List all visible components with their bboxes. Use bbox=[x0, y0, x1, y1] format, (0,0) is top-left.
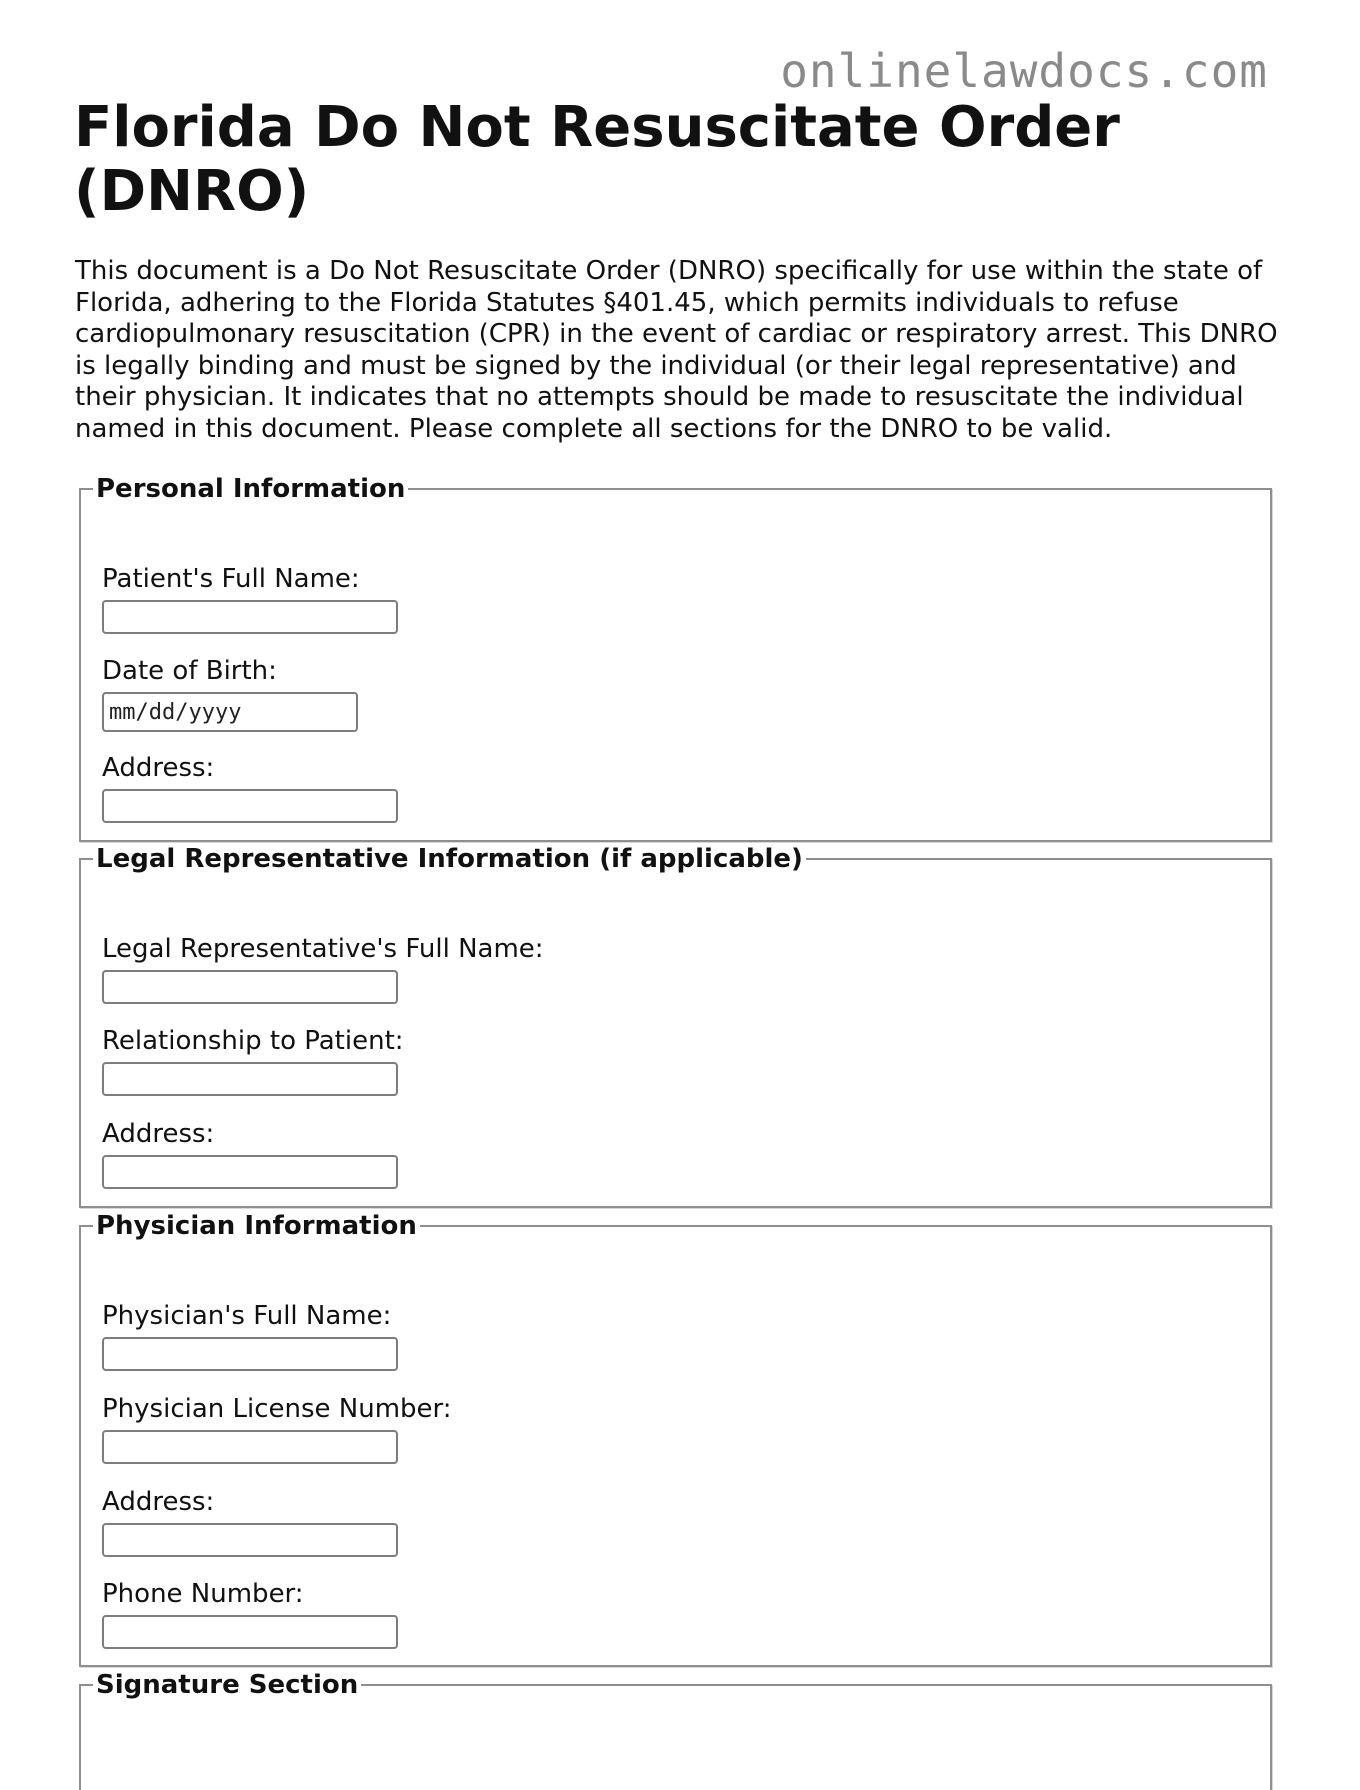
watermark: onlinelawdocs.com bbox=[780, 44, 1268, 98]
patient-address-field bbox=[102, 753, 398, 823]
patient-address-label: Address: bbox=[102, 753, 215, 783]
date-of-birth-label: Date of Birth: bbox=[102, 656, 277, 686]
patient-name-label: Patient's Full Name: bbox=[102, 564, 360, 594]
patient-name-field bbox=[102, 564, 398, 634]
date-of-birth-input[interactable]: mm/dd/yyyy bbox=[102, 692, 358, 732]
physician-license-input[interactable] bbox=[102, 1430, 398, 1464]
legal-rep-address-input[interactable] bbox=[102, 1155, 398, 1189]
intro-paragraph: This document is a Do Not Resuscitate Order (DNRO) specifically for use within the state of Florida, adhering to the Florida Statutes §401.45, which permits individuals to refuse cardiopulmonary resuscitation (CPR) in the event of cardiac or respiratory arrest. This DNRO is legally binding and must be signed by the individual (or their legal representative) and their physician. It indicates that no attempts should be made to resuscitate the individual named in this document. Please complete all sections for the DNRO to be valid. bbox=[75, 256, 1278, 444]
physician-address-field bbox=[102, 1487, 398, 1557]
physician-name-field bbox=[102, 1301, 398, 1371]
relationship-field bbox=[102, 1026, 404, 1096]
legal-rep-name-input[interactable] bbox=[102, 970, 398, 1004]
legal-representative-section bbox=[79, 844, 1272, 1208]
physician-license-label: Physician License Number: bbox=[102, 1394, 452, 1424]
document-title: Florida Do Not Resuscitate Order (DNRO) bbox=[74, 95, 1120, 224]
physician-phone-field bbox=[102, 1579, 398, 1649]
legal-representative-legend: Legal Representative Information (if applicable) bbox=[96, 844, 803, 874]
physician-address-label: Address: bbox=[102, 1487, 215, 1517]
relationship-label: Relationship to Patient: bbox=[102, 1026, 404, 1056]
signature-section-legend: Signature Section bbox=[96, 1670, 359, 1700]
legal-rep-name-label: Legal Representative's Full Name: bbox=[102, 934, 544, 964]
physician-information-legend: Physician Information bbox=[96, 1211, 417, 1241]
physician-name-input[interactable] bbox=[102, 1337, 398, 1371]
patient-address-input[interactable] bbox=[102, 789, 398, 823]
legal-rep-address-field bbox=[102, 1119, 398, 1189]
signature-section bbox=[79, 1670, 1272, 1790]
legal-rep-address-label: Address: bbox=[102, 1119, 215, 1149]
patient-name-input[interactable] bbox=[102, 600, 398, 634]
physician-information-section bbox=[79, 1211, 1272, 1667]
physician-phone-input[interactable] bbox=[102, 1615, 398, 1649]
physician-address-input[interactable] bbox=[102, 1523, 398, 1557]
personal-information-section bbox=[79, 474, 1272, 842]
personal-information-legend: Personal Information bbox=[96, 474, 406, 504]
date-of-birth-field bbox=[102, 656, 358, 732]
physician-phone-label: Phone Number: bbox=[102, 1579, 304, 1609]
legal-rep-name-field bbox=[102, 934, 544, 1004]
physician-name-label: Physician's Full Name: bbox=[102, 1301, 392, 1331]
relationship-input[interactable] bbox=[102, 1062, 398, 1096]
physician-license-field bbox=[102, 1394, 452, 1464]
